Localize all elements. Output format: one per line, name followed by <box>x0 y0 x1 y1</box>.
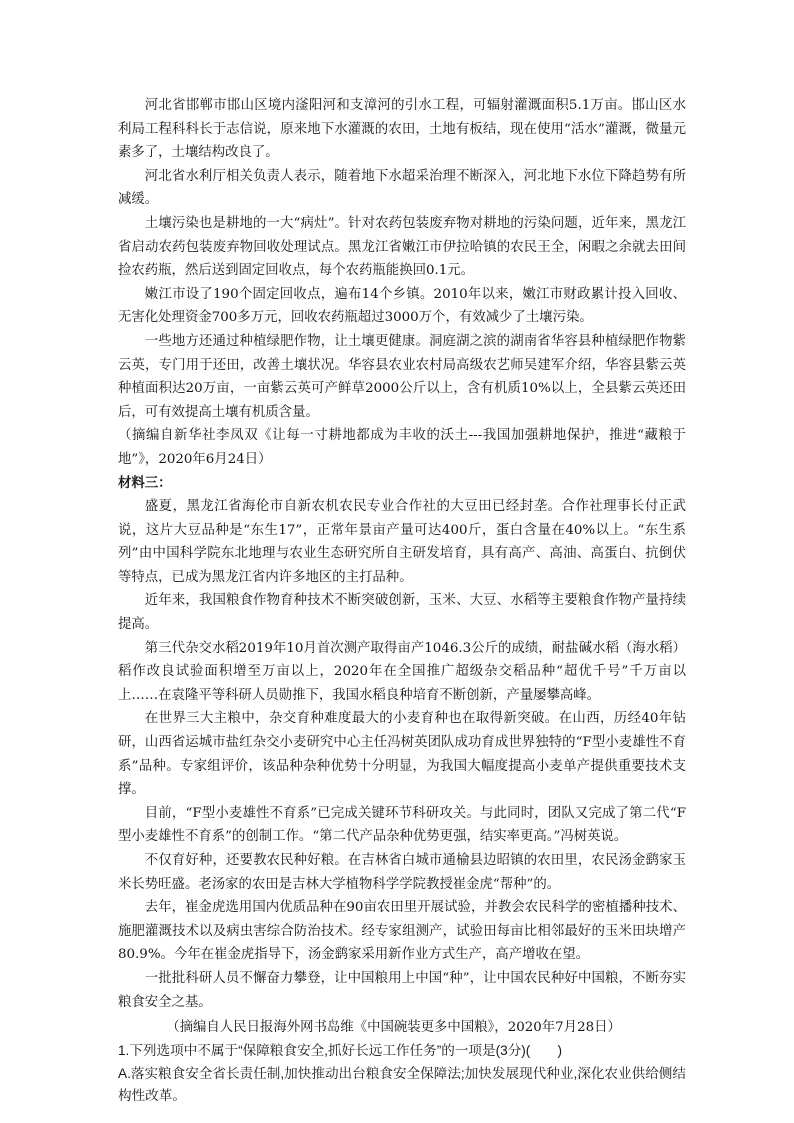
paragraph: 在世界三大主粮中，杂交育种难度最大的小麦育种也在取得新突破。在山西，历经40年钻研，山西省运城市盐红杂交小麦研究中心主任冯树英团队成功育成世界独特的“F型小麦雄性不育系”品种。专家组评价，该品种杂种优势十分明显，为我国大幅度提高小麦单产提供重要技术支撑。 <box>118 711 686 798</box>
paragraph: 去年，崔金虎选用国内优质品种在90亩农田里开展试验，并教会农民科学的密植播种技术、施肥灌溉技术以及病虫害综合防治技术。经专家组测产，试验田每亩比相邻最好的玉米田块增产80.9%。今年在崔金虎指导下，汤金鹞家采用新作业方式生产，高产增收在望。 <box>118 900 686 963</box>
source-citation: （摘编自人民日报海外网书岛维《中国碗装更多中国粮》，2020年7月28日） <box>166 1020 621 1036</box>
paragraph: 嫩江市设了190个固定回收点，遍布14个乡镇。2010年以来，嫩江市财政累计投入回收、无害化处理资金700多万元，回收农药瓶超过3000万个，有效减少了土壤污染。 <box>118 286 686 326</box>
paragraph: 盛夏，黑龙江省海伦市自新农机农民专业合作社的大豆田已经封垄。合作社理事长付正武说，这片大豆品种是“东生17”，正常年景亩产量可达400斤，蛋白含量在40%以上。“东生系列”由中国科学院东北地理与农业生态研究所自主研发培育，具有高产、高油、高蛋白、抗倒伏等特点，已成为黑龙江省内许多地区的主打品种。 <box>118 499 686 585</box>
option-a: A.落实粮食安全省长责任制,加快推动出台粮食安全保障法;加快发展现代种业,深化农业供给侧结构性改革。 <box>118 1065 686 1103</box>
paragraph: 不仅育好种，还要教农民种好粮。在吉林省白城市通榆县边昭镇的农田里，农民汤金鹞家玉米长势旺盛。老汤家的农田是吉林大学植物科学学院教授崔金虎“帮种”的。 <box>118 853 686 892</box>
document-body <box>118 94 686 1107</box>
paragraph: 一些地方还通过种植绿肥作物，让土壤更健康。洞庭湖之滨的湖南省华容县种植绿肥作物紫云英，专门用于还田，改善土壤状况。华容县农业农村局高级农艺师吴建军介绍，华容县紫云英种植面积达20万亩，一亩紫云英可产鲜草2000公斤以上，含有机质10%以上，全县紫云英还田后，可有效提高土壤有机质含量。 <box>118 333 686 420</box>
question-1: 1.下列选项中不属于“保障粮食安全,抓好长远工作任务”的一项是(3分)( ) <box>118 1042 563 1058</box>
material-three-heading: 材料三： <box>118 474 172 491</box>
paragraph: 目前，“F型小麦雄性不育系”已完成关键环节科研攻关。与此同时，团队又完成了第二代“F型小麦雄性不育系”的创制工作。“第二代产品杂种优势更强，结实率更高。”冯树英说。 <box>118 805 686 845</box>
paragraph: 土壤污染也是耕地的一大“病灶”。针对农药包装废弃物对耕地的污染问题，近年来，黑龙江省启动农药包装废弃物回收处理试点。黑龙江省嫩江市伊拉哈镇的农民王全，闲暇之余就去田间捡农药瓶，然后送到固定回收点，每个农药瓶能换回0.1元。 <box>118 215 686 279</box>
paragraph: 一批批科研人员不懈奋力攀登，让中国粮用上中国“种”，让中国农民种好中国粮，不断夯实粮食安全之基。 <box>118 970 686 1010</box>
paragraph: 第三代杂交水稻2019年10月首次测产取得亩产1046.3公斤的成绩，耐盐碱水稻（海水稻）稻作改良试验面积增至万亩以上，2020年在全国推广超级杂交稻品种“超优千号”千万亩以上……在袁隆平等科研人员勋推下，我国水稻良种培育不断创新，产量屡攀高峰。 <box>118 640 686 703</box>
paragraph: 河北省邯郸市邯山区境内滏阳河和支漳河的引水工程，可辐射灌溉面积5.1万亩。邯山区水利局工程科科长于志信说，原来地下水灌溉的农田，土地有板结，现在使用“活水”灌溉，微量元素多了，土壤结构改良了。 <box>118 98 686 161</box>
source-citation: （摘编自新华社李凤双《让每一寸耕地都成为丰收的沃土---我国加强耕地保护，推进“藏粮于地”》，2020年6月24日） <box>118 428 686 467</box>
paragraph: 近年来，我国粮食作物育种技术不断突破创新，玉米、大豆、水稻等主要粮食作物产量持续提高。 <box>118 593 686 633</box>
paragraph: 河北省水利厅相关负责人表示，随着地下水超采治理不断深入，河北地下水位下降趋势有所减缓。 <box>118 168 686 208</box>
